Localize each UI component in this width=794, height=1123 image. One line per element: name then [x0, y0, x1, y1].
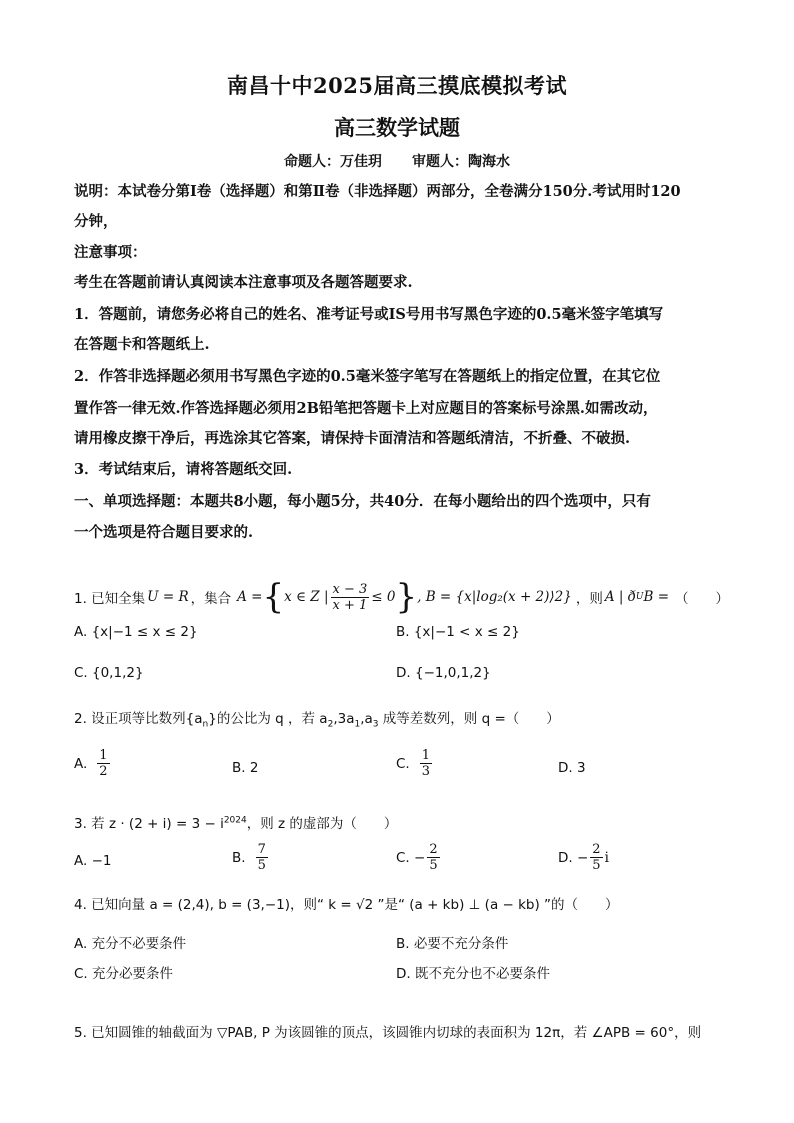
q1-option-c: C. {0,1,2} — [74, 665, 144, 681]
q1-option-a: A. {x|−1 ≤ x ≤ 2} — [74, 624, 198, 640]
q2-text-a: 2. 设正项等比数列{a — [74, 711, 203, 727]
q3-option-c-label: C. − — [396, 849, 426, 866]
q2-sub-n: n — [202, 719, 209, 730]
q2-option-b: B. 2 — [232, 760, 259, 776]
q3-option-d-frac — [590, 842, 602, 873]
q3-b-num: 7 — [257, 842, 266, 857]
q3-text-a: 3. 若 z · (2 + i) = 3 − i — [74, 816, 224, 832]
q3-d-num: 2 — [592, 842, 601, 857]
q2-text-b: }的公比为 q ，若 a — [208, 711, 328, 727]
notice-item-3: 3．考试结束后，请将答题纸交回. — [74, 461, 293, 478]
q3-c-num: 2 — [429, 842, 438, 857]
q1-frac-num: x − 3 — [332, 581, 368, 597]
notice-item-1b: 在答题卡和答题纸上. — [74, 336, 210, 353]
q2-a-den: 2 — [99, 764, 108, 779]
question-3 — [74, 812, 734, 832]
instruction-line-1: 说明：本试卷分第Ⅰ卷（选择题）和第Ⅱ卷（非选择题）两部分，全卷满分150分.考试用时120 — [74, 183, 681, 200]
q3-option-c-frac — [427, 842, 439, 873]
q1-universe: U = R — [147, 589, 189, 605]
q2-option-a-frac — [97, 748, 109, 779]
notice-item-2b: 置作答一律无效.作答选择题必须用2B铅笔把答题卡上对应题目的答案标号涂黑.如需改动， — [74, 400, 658, 417]
q1-mid: ，集合 — [190, 591, 232, 607]
q2-a-num: 1 — [99, 748, 108, 763]
q4-option-d: D. 既不充分也不必要条件 — [396, 966, 550, 982]
q3-option-a: A. −1 — [74, 853, 112, 869]
q3-option-d-tail: i — [604, 849, 609, 866]
notice-item-1a: 1．答题前，请您务必将自己的姓名、准考证号或IS号用书写黑色字迹的0.5毫米签字笔填写 — [74, 306, 664, 323]
right-brace-icon: } — [395, 577, 418, 617]
question-2 — [74, 707, 734, 730]
q3-text-b: ，则 z 的虚部为（ ） — [246, 816, 398, 832]
q3-b-den: 5 — [257, 858, 266, 873]
q2-text-d: ,a — [360, 711, 373, 727]
q1-expr: A | ð — [604, 589, 636, 605]
q1-then: ，则 — [575, 591, 603, 607]
q2-sub-1: 1 — [354, 719, 361, 730]
q1-fraction — [331, 582, 370, 613]
q2-sub-3: 3 — [372, 719, 379, 730]
q3-option-d-label: D. − — [558, 849, 589, 866]
q1-paren: （ ） — [675, 591, 730, 607]
q1-expr-tail: B = — [643, 589, 670, 605]
left-brace-icon: { — [262, 577, 285, 617]
q1-expr-sub: U — [635, 592, 644, 602]
question-5: 5. 已知圆锥的轴截面为 ▽PAB, P 为该圆锥的顶点，该圆锥内切球的表面积为 12π，若 ∠APB = 60°，则 — [74, 1025, 702, 1041]
q3-option-b-label: B. — [232, 849, 246, 866]
q1-option-b: B. {x|−1 < x ≤ 2} — [396, 624, 520, 640]
q1-set-b: , B = {x|log₂(x + 2)⟩2} — [417, 589, 572, 605]
question-4: 4. 已知向量 a = (2,4), b = (3,−1)，则“ k = √2 ”是“ (a + kb) ⊥ (a − kb) ”的（ ） — [74, 897, 619, 913]
q2-text-c: ,3a — [333, 711, 355, 727]
q4-option-b: B. 必要不充分条件 — [396, 936, 509, 952]
q1-prefix: 1. 已知全集 — [74, 591, 146, 607]
section-heading-b: 一个选项是符合题目要求的. — [74, 524, 254, 541]
exam-subtitle: 高三数学试题 — [334, 115, 460, 140]
q3-option-b — [232, 842, 270, 873]
q3-option-d — [558, 842, 609, 873]
notice-title: 注意事项： — [74, 244, 147, 261]
q1-option-d: D. {−1,0,1,2} — [396, 665, 491, 681]
q2-option-c-label: C. — [396, 755, 410, 772]
notice-intro: 考生在答题前请认真阅读本注意事项及各题答题要求. — [74, 274, 413, 291]
q2-c-den: 3 — [421, 764, 430, 779]
q1-set-a-lead: A = — [237, 589, 263, 605]
q3-option-c — [396, 842, 442, 873]
setter-name: 命题人：万佳玥 — [284, 154, 382, 170]
q2-option-c — [396, 748, 434, 779]
q2-sub-2: 2 — [327, 719, 334, 730]
q2-c-num: 1 — [421, 748, 430, 763]
q1-frac-den: x + 1 — [332, 597, 368, 613]
q2-text-e: 成等差数列，则 q =（ ） — [378, 711, 560, 727]
q3-c-den: 5 — [429, 858, 438, 873]
q1-set-a-body: x ∈ Z | — [284, 589, 329, 605]
reviewer-name: 审题人：陶海水 — [412, 154, 510, 170]
instruction-line-2: 分钟， — [74, 213, 118, 230]
authors-line — [0, 151, 794, 171]
section-heading-a: 一、单项选择题：本题共8小题，每小题5分，共40分．在每小题给出的四个选项中，只有 — [74, 493, 651, 510]
q4-option-c: C. 充分必要条件 — [74, 966, 174, 982]
question-1 — [74, 574, 734, 620]
exam-title: 南昌十中2025届高三摸底模拟考试 — [227, 73, 567, 98]
q2-option-d: D. 3 — [558, 760, 586, 776]
q2-option-c-frac — [420, 748, 432, 779]
q3-d-den: 5 — [592, 858, 601, 873]
q4-option-a: A. 充分不必要条件 — [74, 936, 187, 952]
q2-option-a — [74, 748, 112, 779]
notice-item-2a: 2．作答非选择题必须用书写黑色字迹的0.5毫米签字笔写在答题纸上的指定位置，在其它位 — [74, 368, 661, 385]
q1-set-a-tail: ≤ 0 — [371, 589, 396, 605]
q3-option-b-frac — [256, 842, 268, 873]
q2-option-a-label: A. — [74, 755, 88, 772]
q3-sup: 2024 — [223, 815, 247, 826]
notice-item-2c: 请用橡皮擦干净后，再选涂其它答案，请保持卡面清洁和答题纸清洁，不折叠、不破损. — [74, 430, 631, 447]
